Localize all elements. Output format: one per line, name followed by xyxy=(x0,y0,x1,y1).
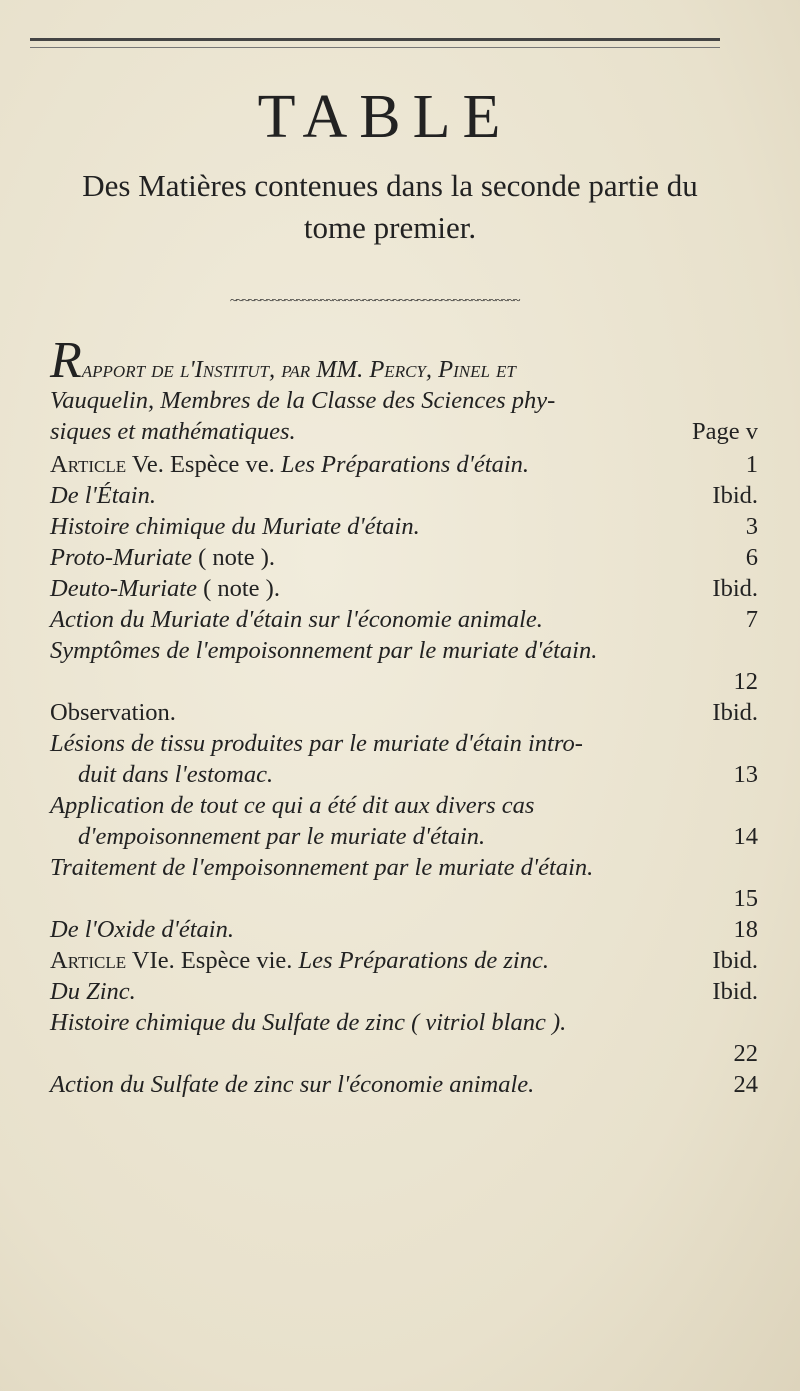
article-title: Les Préparations d'étain. xyxy=(280,451,530,478)
page-number: Ibid. xyxy=(712,947,758,974)
page-number: Ibid. xyxy=(712,978,758,1005)
page-number: 22 xyxy=(733,1040,758,1067)
toc-entry-observation: Observation. Ibid. xyxy=(50,699,758,726)
subtitle-line-1: Des Matières contenues dans la seconde partie du xyxy=(82,168,698,203)
toc-entry-histoire-sulfate: Histoire chimique du Sulfate de zinc ( vitriol blanc ). 22 xyxy=(50,1007,770,1069)
page-number: 13 xyxy=(733,761,758,788)
toc-entry-lesions: Lésions de tissu produites par le muriate d'étain intro- duit dans l'estomac. 13 xyxy=(50,730,758,788)
table-of-contents xyxy=(50,332,770,1100)
toc-entry-action-sulfate: Action du Sulfate de zinc sur l'économie animale. 24 xyxy=(50,1071,758,1098)
page-number: 12 xyxy=(733,668,758,695)
page-number: 3 xyxy=(745,513,758,540)
page-number: Ibid. xyxy=(712,482,758,509)
toc-entry-etain: De l'Étain. Ibid. xyxy=(50,482,758,509)
page-number: 7 xyxy=(745,606,758,633)
article-label: Article xyxy=(50,451,127,478)
subtitle-line-2: tome premier. xyxy=(303,210,477,245)
page-number: 6 xyxy=(745,544,758,571)
page-number: 24 xyxy=(733,1071,758,1098)
article-title: Les Préparations de zinc. xyxy=(298,947,549,974)
toc-entry-zinc: Du Zinc. Ibid. xyxy=(50,978,758,1005)
toc-entry-action-muriate: Action du Muriate d'étain sur l'économie animale. 7 xyxy=(50,606,758,633)
rapport-line-1: Rapport de l'Institut, par MM. Percy, Pinel et xyxy=(50,332,516,389)
page-number: 1 xyxy=(745,451,758,478)
subtitle xyxy=(40,165,740,249)
top-rule-thin xyxy=(30,47,720,48)
rapport-line-3: siques et mathématiques. xyxy=(50,418,296,445)
rapport-line-2: Vauquelin, Membres de la Classe des Sciences phy- xyxy=(50,387,556,414)
page-number: Ibid. xyxy=(712,699,758,726)
page-number: 18 xyxy=(733,916,758,943)
page-number: Ibid. xyxy=(712,575,758,602)
toc-entry-rapport xyxy=(50,332,770,447)
page-title: TABLE xyxy=(257,83,513,151)
toc-entry-symptomes: Symptômes de l'empoisonnement par le muriate d'étain. 12 xyxy=(50,635,770,697)
toc-entry-oxide: De l'Oxide d'étain. 18 xyxy=(50,916,758,943)
toc-entry-deuto-muriate: Deuto-Muriate ( note ). Ibid. xyxy=(50,575,758,602)
page-number: Page v xyxy=(692,418,758,445)
drop-cap: R xyxy=(50,332,82,389)
toc-entry-article-6 xyxy=(50,945,770,976)
page-number: 14 xyxy=(733,823,758,850)
article-label: Article xyxy=(50,947,127,974)
ornament-divider: ~~~~~~~~~~~~~~~~~~~~~~~~~~~~~~~~~~~~~~~~~~~~~~~~ xyxy=(230,295,520,305)
page-number: 15 xyxy=(733,885,758,912)
article-number: VIe. Espèce vie. xyxy=(131,947,293,974)
toc-entry-histoire-muriate: Histoire chimique du Muriate d'étain. 3 xyxy=(50,513,758,540)
toc-entry-proto-muriate: Proto-Muriate ( note ). 6 xyxy=(50,544,758,571)
toc-entry-article-5 xyxy=(50,449,770,480)
toc-entry-application: Application de tout ce qui a été dit aux divers cas d'empoisonnement par le muriate d'étain. 14 xyxy=(50,792,758,850)
toc-entry-traitement: Traitement de l'empoisonnement par le muriate d'étain. 15 xyxy=(50,852,770,914)
top-rule xyxy=(30,38,720,41)
article-number: Ve. Espèce ve. xyxy=(131,451,275,478)
